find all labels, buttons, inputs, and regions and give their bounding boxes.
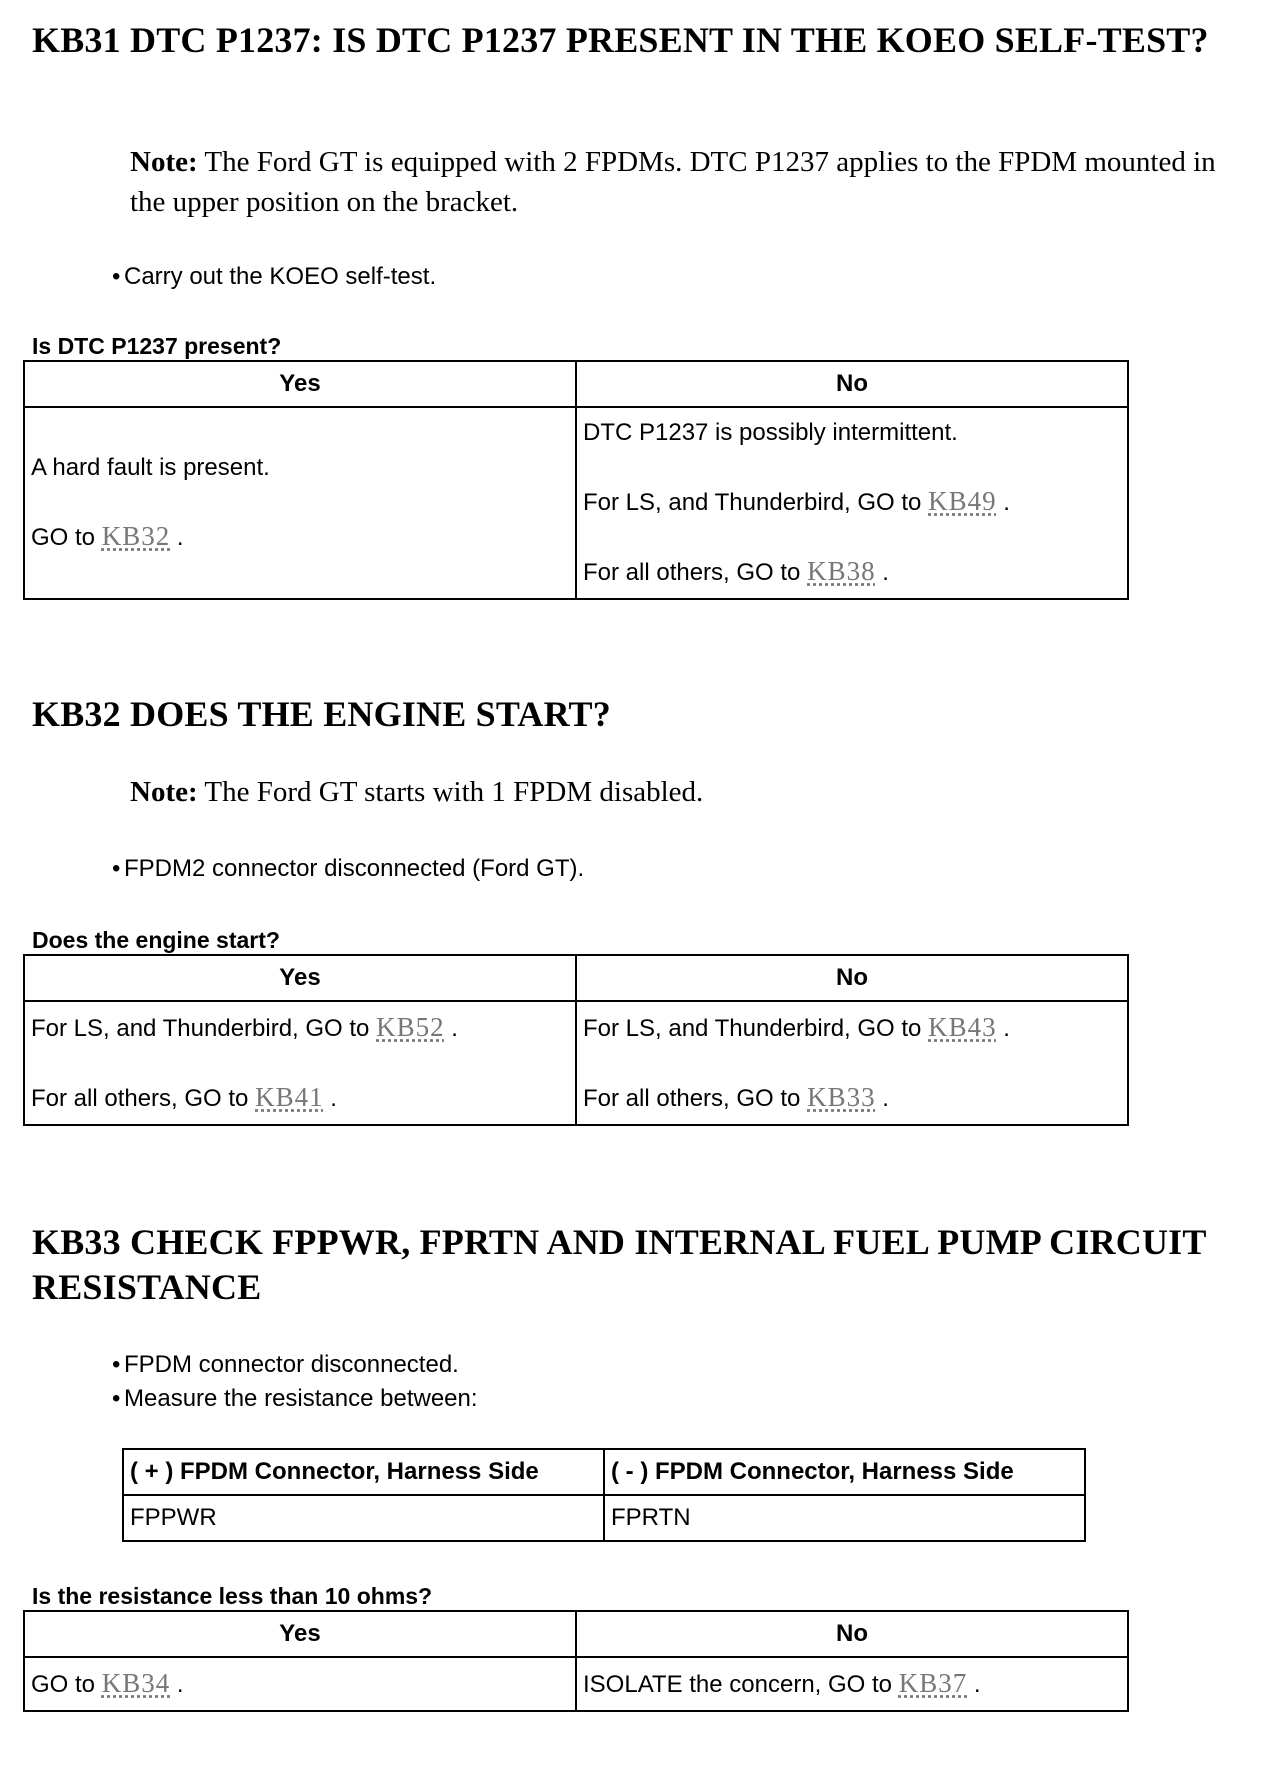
kb33-bullet-2: • Measure the resistance between:	[112, 1382, 478, 1416]
link-kb38[interactable]: KB38	[807, 556, 876, 586]
kb31-no-header: No	[576, 361, 1128, 407]
kb32-note-label: Note:	[130, 776, 198, 808]
resistance-col1-header: ( + ) FPDM Connector, Harness Side	[123, 1449, 604, 1495]
kb31-decision-table	[23, 360, 1129, 600]
kb31-yes-cell: A hard fault is present. GO to KB32 .	[24, 407, 576, 599]
kb32-question: Does the engine start?	[32, 927, 280, 953]
kb32-note-text: The Ford GT starts with 1 FPDM disabled.	[204, 776, 704, 808]
resistance-col2-header: ( - ) FPDM Connector, Harness Side	[604, 1449, 1085, 1495]
kb33-no-header: No	[576, 1611, 1128, 1657]
bullet-dot-icon: •	[112, 855, 121, 882]
kb32-decision-table	[23, 954, 1129, 1126]
bullet-dot-icon: •	[112, 263, 121, 290]
kb32-no-header: No	[576, 955, 1128, 1001]
kb31-no-cell: DTC P1237 is possibly intermittent. For LS, and Thunderbird, GO to KB49 . For all others, GO to KB38 .	[576, 407, 1128, 599]
kb32-heading: KB32 DOES THE ENGINE START?	[32, 694, 611, 734]
kb33-yes-header: Yes	[24, 1611, 576, 1657]
kb31-question: Is DTC P1237 present?	[32, 333, 282, 359]
kb33-decision-table	[23, 1610, 1129, 1712]
link-kb33[interactable]: KB33	[807, 1082, 876, 1112]
kb33-resistance-table	[122, 1448, 1086, 1542]
kb33-bullet-1: • FPDM connector disconnected.	[112, 1348, 459, 1382]
kb33-question: Is the resistance less than 10 ohms?	[32, 1583, 433, 1609]
bullet-dot-icon: •	[112, 1351, 121, 1378]
kb31-heading: KB31 DTC P1237: IS DTC P1237 PRESENT IN THE KOEO SELF-TEST?	[32, 20, 1209, 60]
kb32-yes-cell: For LS, and Thunderbird, GO to KB52 . For all others, GO to KB41 .	[24, 1001, 576, 1125]
kb33-heading: KB33 CHECK FPPWR, FPRTN AND INTERNAL FUEL PUMP CIRCUIT RESISTANCE	[32, 1222, 1206, 1307]
kb32-note	[130, 772, 1220, 812]
link-kb37[interactable]: KB37	[898, 1668, 968, 1698]
bullet-dot-icon: •	[112, 1385, 121, 1412]
kb32-no-cell: For LS, and Thunderbird, GO to KB43 . For all others, GO to KB33 .	[576, 1001, 1128, 1125]
link-kb34[interactable]: KB34	[101, 1668, 171, 1698]
link-kb52[interactable]: KB52	[376, 1012, 445, 1042]
link-kb49[interactable]: KB49	[928, 486, 997, 516]
kb31-yes-header: Yes	[24, 361, 576, 407]
resistance-col1-value: FPPWR	[123, 1495, 604, 1541]
kb31-note-label: Note:	[130, 146, 198, 178]
link-kb41[interactable]: KB41	[255, 1082, 324, 1112]
kb31-note	[130, 142, 1220, 222]
kb33-no-cell: ISOLATE the concern, GO to KB37 .	[576, 1657, 1128, 1711]
kb33-yes-cell: GO to KB34 .	[24, 1657, 576, 1711]
kb32-bullet: • FPDM2 connector disconnected (Ford GT).	[112, 852, 584, 886]
kb31-note-text: The Ford GT is equipped with 2 FPDMs. DTC P1237 applies to the FPDM mounted in the upper position on the bracket.	[130, 146, 1216, 218]
link-kb32[interactable]: KB32	[101, 521, 171, 551]
kb31-bullet: • Carry out the KOEO self-test.	[112, 260, 436, 294]
resistance-col2-value: FPRTN	[604, 1495, 1085, 1541]
kb32-yes-header: Yes	[24, 955, 576, 1001]
link-kb43[interactable]: KB43	[928, 1012, 997, 1042]
